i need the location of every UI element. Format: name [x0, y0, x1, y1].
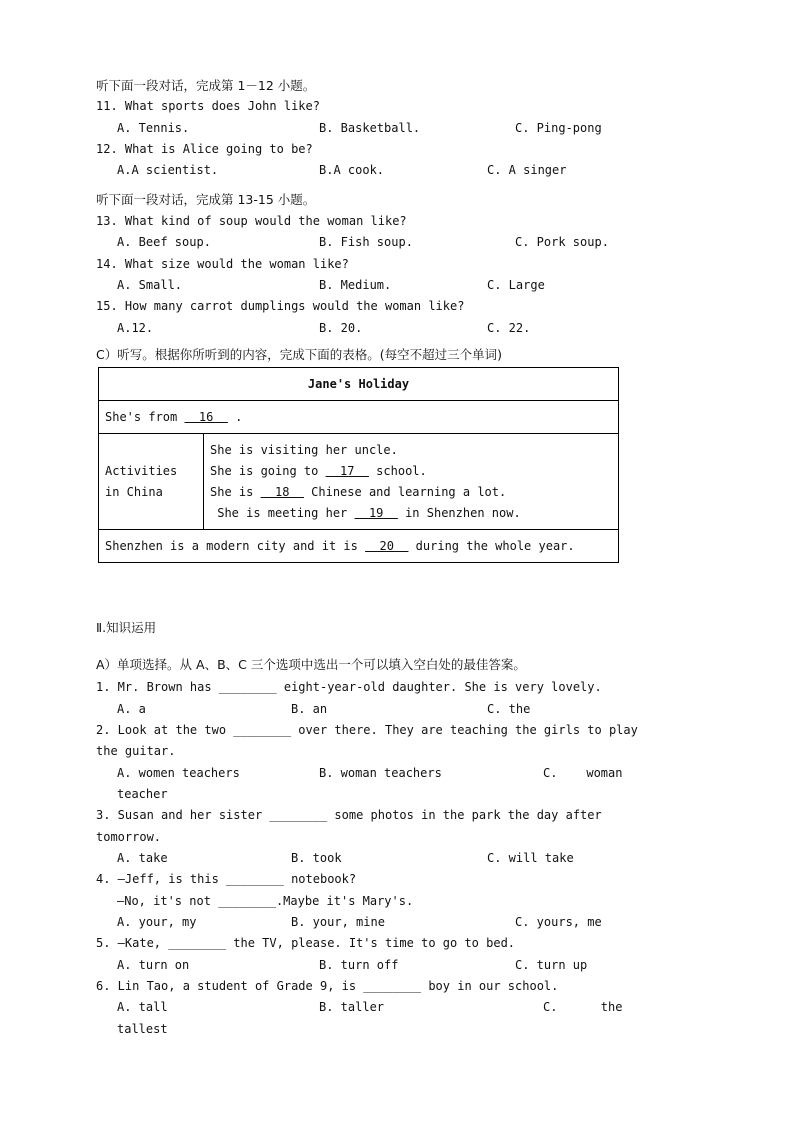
- activity-4-post: in Shenzhen now.: [397, 505, 521, 520]
- activities-cell: [204, 434, 619, 530]
- mc-q2-option-c-line2: teacher: [117, 787, 168, 801]
- dictation-instruction: C）听写。根据你所听到的内容，完成下面的表格。(每空不超过三个单词): [96, 347, 502, 362]
- mc-q6-option-c-line2: tallest: [117, 1022, 168, 1036]
- activities-label-cell: [99, 434, 204, 530]
- q12-option-c: C. A singer: [487, 163, 567, 177]
- activity-1: She is visiting her uncle.: [210, 442, 398, 457]
- janes-holiday-table: [98, 367, 619, 563]
- mc-q3-option-b: B. took: [291, 851, 342, 865]
- question-15-stem: 15. How many carrot dumplings would the woman like?: [96, 299, 465, 313]
- q11-option-a: A. Tennis.: [117, 121, 190, 135]
- mc-q2-option-b: B. woman teachers: [319, 766, 442, 780]
- weather-row: [99, 530, 619, 563]
- blank-20: 20: [365, 539, 409, 553]
- mc-q4-option-a: A. your, my: [117, 915, 197, 929]
- instruction-dialogue-2: 听下面一段对话，完成第 13-15 小题。: [96, 192, 316, 207]
- mc-q5-option-b: B. turn off: [319, 958, 399, 972]
- q15-option-c: C. 22.: [487, 321, 531, 335]
- mc-q5-option-c: C. turn up: [515, 958, 588, 972]
- q11-option-b: B. Basketball.: [319, 121, 421, 135]
- q12-option-a: A.A scientist.: [117, 163, 219, 177]
- table-title: Jane's Holiday: [99, 368, 619, 401]
- origin-row: [99, 401, 619, 434]
- q15-option-b: B. 20.: [319, 321, 363, 335]
- mc-q3-option-c: C. will take: [487, 851, 574, 865]
- mc-q6-option-b: B. taller: [319, 1000, 385, 1014]
- activity-2: [210, 461, 612, 482]
- mc-question-4-stem-line1: 4. —Jeff, is this ________ notebook?: [96, 872, 357, 886]
- section-2-instruction: A）单项选择。从 A、B、C 三个选项中选出一个可以填入空白处的最佳答案。: [96, 657, 526, 672]
- activities-label-line2: in China: [105, 484, 163, 499]
- mc-q3-option-a: A. take: [117, 851, 168, 865]
- blank-17: 17: [325, 463, 369, 478]
- q14-option-a: A. Small.: [117, 278, 183, 292]
- q14-option-b: B. Medium.: [319, 278, 392, 292]
- mc-question-6-stem: 6. Lin Tao, a student of Grade 9, is ________ boy in our school.: [96, 979, 559, 993]
- mc-q5-option-a: A. turn on: [117, 958, 190, 972]
- q12-option-b: B.A cook.: [319, 163, 385, 177]
- activity-3: [210, 482, 612, 503]
- question-14-stem: 14. What size would the woman like?: [96, 257, 349, 271]
- question-12-stem: 12. What is Alice going to be?: [96, 142, 313, 156]
- mc-q2-option-a: A. women teachers: [117, 766, 240, 780]
- mc-question-3-stem-line1: 3. Susan and her sister ________ some photos in the park the day after: [96, 808, 602, 822]
- q13-option-b: B. Fish soup.: [319, 235, 413, 249]
- mc-question-3-stem-line2: tomorrow.: [96, 830, 162, 844]
- origin-text-post: .: [227, 410, 243, 424]
- mc-q1-option-b: B. an: [291, 702, 328, 716]
- mc-q1-option-a: A. a: [117, 702, 146, 716]
- activity-4: [210, 503, 612, 524]
- mc-q4-option-c: C. yours, me: [515, 915, 602, 929]
- mc-q4-option-b: B. your, mine: [291, 915, 385, 929]
- blank-16: 16: [184, 410, 228, 424]
- mc-q2-option-c-line1: C. woman: [543, 766, 623, 780]
- activity-2-pre: She is going to: [210, 463, 326, 478]
- q13-option-c: C. Pork soup.: [515, 235, 609, 249]
- weather-text-pre: Shenzhen is a modern city and it is: [105, 539, 366, 553]
- activity-3-pre: She is: [210, 484, 261, 499]
- activity-3-post: Chinese and learning a lot.: [303, 484, 507, 499]
- mc-question-4-stem-line2: —No, it's not ________.Maybe it's Mary's.: [117, 894, 414, 908]
- activity-4-pre: She is meeting her: [210, 505, 355, 520]
- mc-question-2-stem-line2: the guitar.: [96, 744, 176, 758]
- q14-option-c: C. Large: [487, 278, 545, 292]
- activity-2-post: school.: [368, 463, 427, 478]
- mc-question-5-stem: 5. —Kate, ________ the TV, please. It's time to go to bed.: [96, 936, 516, 950]
- origin-text-pre: She's from: [105, 410, 185, 424]
- blank-18: 18: [260, 484, 304, 499]
- blank-19: 19: [354, 505, 398, 520]
- mc-q6-option-c-line1: C. the: [543, 1000, 623, 1014]
- question-13-stem: 13. What kind of soup would the woman like?: [96, 214, 407, 228]
- section-2-title: Ⅱ.知识运用: [96, 620, 157, 635]
- activities-label-line1: Activities: [105, 463, 178, 478]
- weather-text-post: during the whole year.: [408, 539, 575, 553]
- q13-option-a: A. Beef soup.: [117, 235, 211, 249]
- instruction-dialogue-1: 听下面一段对话，完成第 1－12 小题。: [96, 78, 316, 93]
- mc-q6-option-a: A. tall: [117, 1000, 168, 1014]
- q11-option-c: C. Ping-pong: [515, 121, 602, 135]
- question-11-stem: 11. What sports does John like?: [96, 99, 320, 113]
- q15-option-a: A.12.: [117, 321, 154, 335]
- mc-q1-option-c: C. the: [487, 702, 531, 716]
- mc-question-1-stem: 1. Mr. Brown has ________ eight-year-old daughter. She is very lovely.: [96, 680, 602, 694]
- mc-question-2-stem-line1: 2. Look at the two ________ over there. They are teaching the girls to play: [96, 723, 638, 737]
